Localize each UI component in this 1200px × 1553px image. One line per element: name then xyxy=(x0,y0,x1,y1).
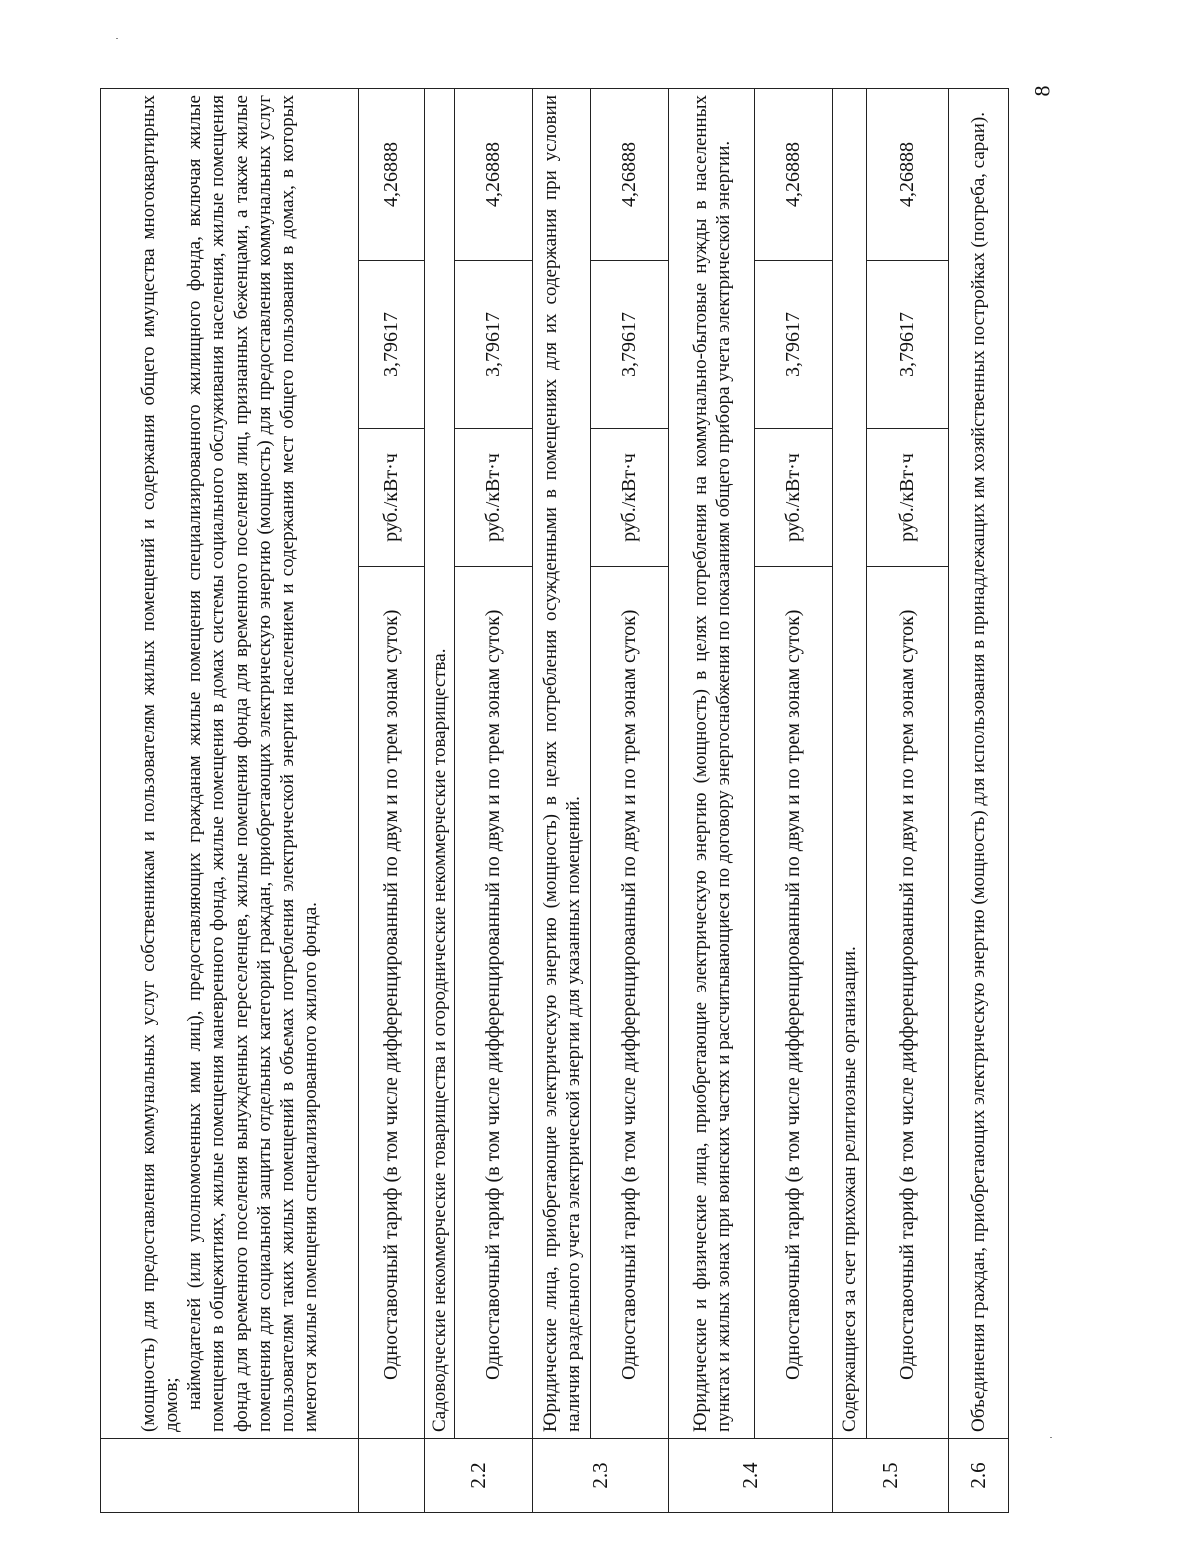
table-row xyxy=(755,89,833,1513)
category-header: Юридические и физические лица, приобретающие электрическую энергию (мощность) в целях потребления на коммунально-бытовые нужды в населенных пунктах и жилых зонах при воинских частях и рассчитывающиеся по договору энергоснабжения по показаниям общего прибора учета электрической энергии. xyxy=(669,89,755,1439)
tariff-table xyxy=(100,88,1009,1513)
row-number: 2.3 xyxy=(533,1439,669,1513)
row-number: 2.4 xyxy=(669,1439,833,1513)
tariff-description: Одноставочный тариф (в том числе дифференцированный по двум и по трем зонам суток) xyxy=(455,567,533,1439)
unit-cell: руб./кВт·ч xyxy=(867,429,949,567)
tariff-description: Одноставочный тариф (в том числе дифференцированный по двум и по трем зонам суток) xyxy=(755,567,833,1439)
table-row xyxy=(359,89,425,1513)
row-number-empty xyxy=(359,1439,425,1513)
row-number: 2.2 xyxy=(425,1439,533,1513)
intro-line-1: (мощность) для предоставления коммунальных услуг собственникам и пользователям жилых помещений и содержания общего имущества многоквартирных домов; xyxy=(137,95,182,1432)
tariff-description: Одноставочный тариф (в том числе дифференцированный по двум и по трем зонам суток) xyxy=(591,567,669,1439)
table-row xyxy=(101,89,359,1513)
unit-cell: руб./кВт·ч xyxy=(755,429,833,567)
value-cell-2: 4,26888 xyxy=(591,89,669,261)
value-cell-2: 4,26888 xyxy=(755,89,833,261)
category-header: Объединения граждан, приобретающих электрическую энергию (мощность) для использования в принадлежащих им хозяйственных постройках (погреба, сараи). xyxy=(949,89,1009,1439)
table-row xyxy=(949,89,1009,1513)
table-row xyxy=(591,89,669,1513)
row-number-empty xyxy=(101,1439,359,1513)
value-cell-1: 3,79617 xyxy=(359,261,425,429)
scan-speck xyxy=(116,38,118,39)
unit-cell: руб./кВт·ч xyxy=(455,429,533,567)
value-cell-1: 3,79617 xyxy=(755,261,833,429)
value-cell-1: 3,79617 xyxy=(455,261,533,429)
table-row xyxy=(867,89,949,1513)
value-cell-1: 3,79617 xyxy=(591,261,669,429)
value-cell-2: 4,26888 xyxy=(455,89,533,261)
page-number: 8 xyxy=(1029,85,1055,97)
intro-line-2: наймодателей (или уполномоченных ими лиц), предоставляющих гражданам жилые помещения специализированного жилищного фонда, включая жилые помещения в общежитиях, жилые помещения маневренного фонда, жилые помещения в домах системы социального обслуживания населения, жилые помещения фонда для временного поселения вынужденных переселенцев, жилые помещения фонда для временного поселения лиц, признанных беженцами, а также жилые помещения для социальной защиты отдельных категорий граждан, приобретающих электрическую энергию (мощность) для предоставления коммунальных услуг пользователям таких жилых помещений в объемах потребления электрической энергии населением и содержания мест общего пользования в домах, в которых имеются жилые помещения специализированного жилого фонда. xyxy=(184,95,322,1432)
tariff-table-sheet xyxy=(100,85,1058,1513)
category-header: Юридические лица, приобретающие электрическую энергию (мощность) в целях потребления осужденными в помещениях для их содержания при условии наличия раздельного учета электрической энергии для указанных помещений. xyxy=(533,89,591,1439)
value-cell-1: 3,79617 xyxy=(867,261,949,429)
tariff-description: Одноставочный тариф (в том числе дифференцированный по двум и по трем зонам суток) xyxy=(359,567,425,1439)
table-row xyxy=(425,89,455,1513)
tariff-description: Одноставочный тариф (в том числе дифференцированный по двум и по трем зонам суток) xyxy=(867,567,949,1439)
category-header: Садоводческие некоммерческие товарищества и огороднические некоммерческие товарищества. xyxy=(425,89,455,1439)
row-number: 2.6 xyxy=(949,1439,1009,1513)
unit-cell: руб./кВт·ч xyxy=(359,429,425,567)
value-cell-2: 4,26888 xyxy=(867,89,949,261)
intro-text-cell xyxy=(101,89,359,1439)
table-row xyxy=(669,89,755,1513)
value-cell-2: 4,26888 xyxy=(359,89,425,261)
table-row xyxy=(533,89,591,1513)
category-header: Содержащиеся за счет прихожан религиозные организации. xyxy=(833,89,867,1439)
table-row xyxy=(833,89,867,1513)
table-row xyxy=(455,89,533,1513)
unit-cell: руб./кВт·ч xyxy=(591,429,669,567)
row-number: 2.5 xyxy=(833,1439,949,1513)
